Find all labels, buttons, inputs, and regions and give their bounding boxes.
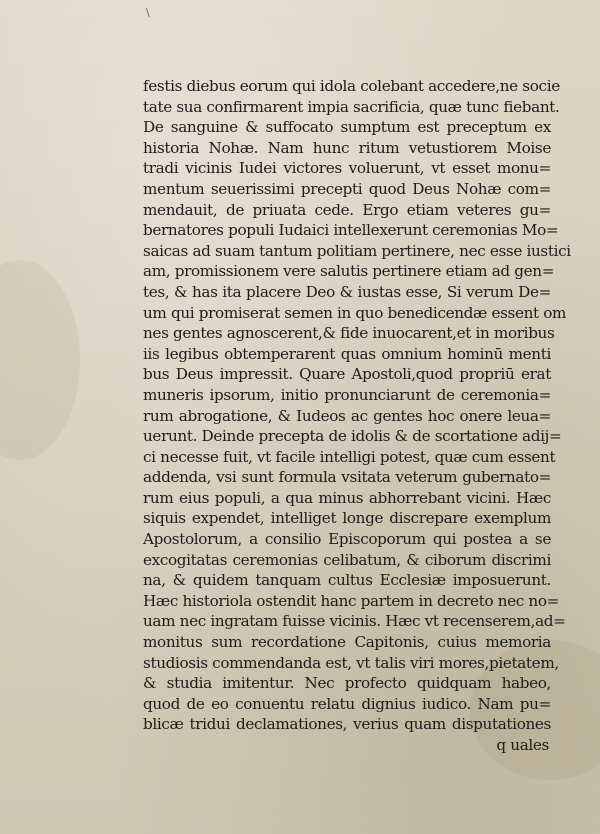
text-line: festis diebus eorum qui idola colebant accedere,ne socie	[143, 77, 560, 95]
text-line: & studia imitentur. Nec profecto quidquam habeo,	[143, 674, 551, 693]
body-text	[143, 76, 571, 756]
text-line: Apostolorum, a consilio Episcoporum qui postea a se	[143, 530, 551, 549]
text-line: tradi vicinis Iudei victores voluerunt, vt esset monu=	[143, 159, 551, 178]
text-line: Hæc historiola ostendit hanc partem in decreto nec no=	[143, 591, 560, 610]
text-line: mentum seuerissimi precepti quod Deus Nohæ com=	[143, 179, 551, 198]
text-line: blicæ tridui declamationes, verius quam disputationes	[143, 715, 551, 734]
text-line: muneris ipsorum, initio pronunciarunt de ceremonia=	[143, 385, 551, 404]
text-line: addenda, vsi sunt formula vsitata veterum gubernato=	[143, 468, 551, 487]
text-line: studiosis commendanda est, vt talis viri mores,pietatem,	[143, 653, 559, 672]
text-line: iis legibus obtemperarent quas omnium hominū menti	[143, 344, 551, 363]
text-line: quod de eo conuentu relatu dignius iudico. Nam pu=	[143, 694, 551, 713]
text-line: historia Nohæ. Nam hunc ritum vetustiorem Moise	[143, 138, 551, 157]
text-line: nes gentes agnoscerent,& fide inuocarent,et in moribus	[143, 324, 555, 343]
text-line: um qui promiserat semen in quo benedicendæ essent om	[143, 303, 567, 322]
text-line: bernatores populi Iudaici intellexerunt ceremonias Mo=	[143, 221, 559, 240]
text-line: excogitatas ceremonias celibatum, & ciborum discrimi	[143, 550, 551, 569]
text-line: mendauit, de priuata cede. Ergo etiam veteres gu=	[143, 200, 551, 219]
text-line: tes, & has ita placere Deo & iustas esse, Si verum De=	[143, 282, 551, 301]
text-line: saicas ad suam tantum politiam pertinere, nec esse iustici	[143, 241, 571, 260]
text-line: rum eius populi, a qua minus abhorrebant vicini. Hæc	[143, 488, 551, 507]
text-line: rum abrogatione, & Iudeos ac gentes hoc onere leua=	[143, 406, 551, 425]
text-line: monitus sum recordatione Capitonis, cuius memoria	[143, 633, 551, 652]
text-line: ci necesse fuit, vt facile intelligi potest, quæ cum essent	[143, 447, 556, 466]
catchword: q uales	[496, 736, 549, 754]
text-line: uam nec ingratam fuisse vicinis. Hæc vt recenserem,ad=	[143, 612, 566, 631]
text-line: De sanguine & suffocato sumptum est preceptum ex	[143, 118, 551, 137]
top-mark: \	[146, 6, 150, 19]
text-line: uerunt. Deinde precepta de idolis & de scortatione adij=	[143, 427, 562, 446]
text-line: bus Deus impressit. Quare Apostoli,quod propriū erat	[143, 365, 551, 384]
text-line: siquis expendet, intelliget longe discrepare exemplum	[143, 509, 551, 528]
text-line: na, & quidem tanquam cultus Ecclesiæ imposuerunt.	[143, 571, 551, 590]
text-line: am, promissionem vere salutis pertinere etiam ad gen=	[143, 262, 555, 281]
paper-stain	[0, 260, 80, 460]
text-line: tate sua confirmarent impia sacrificia, quæ tunc fiebant.	[143, 97, 560, 116]
